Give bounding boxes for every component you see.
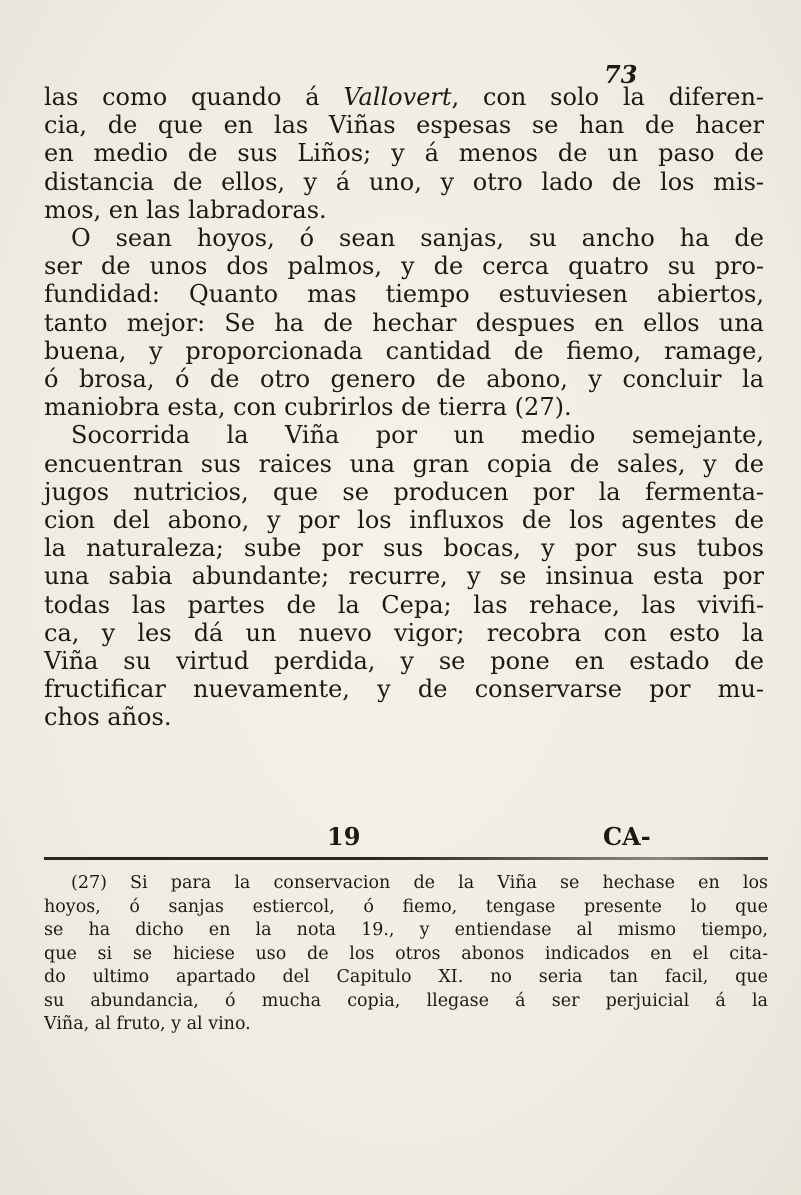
text-line-4: distancia de ellos, y á uno, y otro lado de los mis- [44,167,764,196]
text-line-17: la naturaleza; sube por sus bocas, y por sus tubos [44,534,764,563]
text-line-21: Viña su virtud perdida, y se pone en estado de [44,647,764,676]
footnote-line-6: su abundancia, ó mucha copia, llegase á ser perjuicial á la [44,990,768,1011]
text-line-11: ó brosa, ó de otro genero de abono, y concluir la [44,365,764,394]
text-line-23: chos años. [44,703,172,732]
text-line-13: Socorrida la Viña por un medio semejante, [71,421,764,450]
text-line-3: en medio de sus Liños; y á menos de un paso de [44,139,764,168]
text-line-20: ca, y les dá un nuevo vigor; recobra con esto la [44,618,764,647]
text-line-7: ser de unos dos palmos, y de cerca quatro su pro- [44,252,764,281]
footnote-line-5: do ultimo apartado del Capitulo XI. no seria tan facil, que [44,967,768,987]
footnote-divider [44,857,768,860]
text-line-18: una sabia abundante; recurre, y se insinua esta por [44,562,764,591]
main-text-block [44,83,764,732]
footnote-block [44,872,768,1037]
signature-mark: 19 [327,822,361,851]
text-line-22: fructificar nuevamente, y de conservarse por mu- [44,675,764,704]
footnote-line-7: Viña, al fruto, y al vino. [44,1014,251,1034]
italic-name: Vallovert [343,83,452,111]
catchword: CA- [603,822,651,851]
text-line-19: todas las partes de la Cepa; las rehace, las vivifi- [44,590,764,619]
text-line-15: jugos nutricios, que se producen por la fermenta- [44,477,764,506]
text-line-2: cia, de que en las Viñas espesas se han de hacer [44,111,764,140]
text-line-16: cion del abono, y por los influxos de los agentes de [44,506,764,535]
text-line-5: mos, en las labradoras. [44,195,327,224]
footnote-line-4: que si se hiciese uso de los otros abonos indicados en el cita- [44,943,768,964]
text-line-10: buena, y proporcionada cantidad de fiemo, ramage, [44,336,764,365]
text-line-14: encuentran sus raices una gran copia de sales, y de [44,449,764,478]
page-number: 73 [604,60,638,89]
text-line-8: fundidad: Quanto mas tiempo estuviesen abiertos, [44,280,764,309]
text-line-12: maniobra esta, con cubrirlos de tierra (27). [44,393,572,422]
footnote-line-2: hoyos, ó sanjas estiercol, ó fiemo, tengase presente lo que [44,896,768,917]
text-line-9: tanto mejor: Se ha de hechar despues en ellos una [44,308,764,337]
text-line-1: las como quando á Vallovert, con solo la diferen- [44,83,765,111]
footnote-line-3: se ha dicho en la nota 19., y entiendase al mismo tiempo, [44,920,768,940]
footnote-line-1: (27) Si para la conservacion de la Viña se hechase en los [71,873,768,893]
text-line-6: O sean hoyos, ó sean sanjas, su ancho ha de [71,224,764,253]
